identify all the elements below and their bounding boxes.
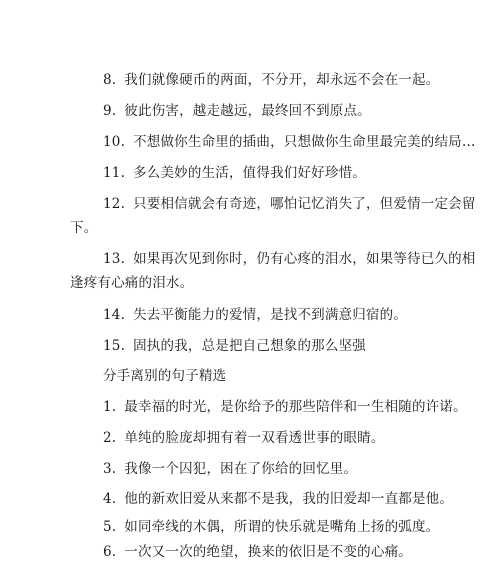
list-item xyxy=(103,164,366,182)
item-text: 彼此伤害，越走越远，最终回不到原点。 xyxy=(124,103,371,119)
item-number: 14. xyxy=(103,307,126,323)
item-number: 3. xyxy=(103,461,117,477)
list-item xyxy=(103,195,476,213)
list-item xyxy=(103,518,439,536)
item-number: 4. xyxy=(103,491,117,507)
item-text: 他的新欢旧爱从来都不是我，我的旧爱却一直都是他。 xyxy=(124,491,454,507)
item-number: 1. xyxy=(103,399,117,415)
item-text: 单纯的脸庞却拥有着一双看透世事的眼睛。 xyxy=(124,430,385,446)
item-text: 多么美妙的生活，值得我们好好珍惜。 xyxy=(133,165,366,181)
list-item xyxy=(103,306,407,324)
list-item xyxy=(103,71,439,89)
item-text: 固执的我，总是把自己想象的那么坚强 xyxy=(133,338,366,354)
list-item xyxy=(103,102,371,120)
item-text: 我们就像硬币的两面，不分开，却永远不会在一起。 xyxy=(124,72,440,88)
list-item xyxy=(103,460,357,478)
item-text: 我像一个囚犯，困在了你给的回忆里。 xyxy=(124,461,358,477)
list-item xyxy=(103,133,476,151)
item-number: 11. xyxy=(103,165,126,181)
item-text: 如同牵线的木偶，所谓的快乐就是嘴角上扬的弧度。 xyxy=(124,519,440,535)
item-number: 13. xyxy=(103,251,126,267)
item-text: 不想做你生命里的插曲，只想做你生命里最完美的结局… xyxy=(133,134,476,150)
item-text: 最幸福的时光，是你给予的那些陪伴和一生相随的许诺。 xyxy=(124,399,467,415)
item-number: 2. xyxy=(103,430,117,446)
item-number: 12. xyxy=(103,196,126,212)
section-heading: 分手离别的句子精选 xyxy=(103,368,227,384)
list-item xyxy=(103,490,453,508)
list-item xyxy=(103,250,476,268)
item-text: 如果再次见到你时，仍有心疼的泪水，如果等待已久的相 xyxy=(133,251,476,267)
item-text: 失去平衡能力的爱情，是找不到满意归宿的。 xyxy=(133,307,408,323)
item-number: 5. xyxy=(103,519,117,535)
item-text: 只要相信就会有奇迹，哪怕记忆消失了，但爱情一定会留 xyxy=(133,196,476,212)
item-number: 8. xyxy=(103,72,117,88)
item-text: 一次又一次的绝望，换来的依旧是不变的心痛。 xyxy=(124,544,412,560)
list-item xyxy=(103,337,366,355)
list-item xyxy=(103,543,412,561)
item-continuation: 逢疼有心痛的泪水。 xyxy=(70,275,194,291)
item-number: 6. xyxy=(103,544,117,560)
item-number: 10. xyxy=(103,134,126,150)
item-number: 9. xyxy=(103,103,117,119)
list-item xyxy=(103,429,385,447)
item-number: 15. xyxy=(103,338,126,354)
list-item xyxy=(103,398,467,416)
item-continuation: 下。 xyxy=(70,220,98,236)
